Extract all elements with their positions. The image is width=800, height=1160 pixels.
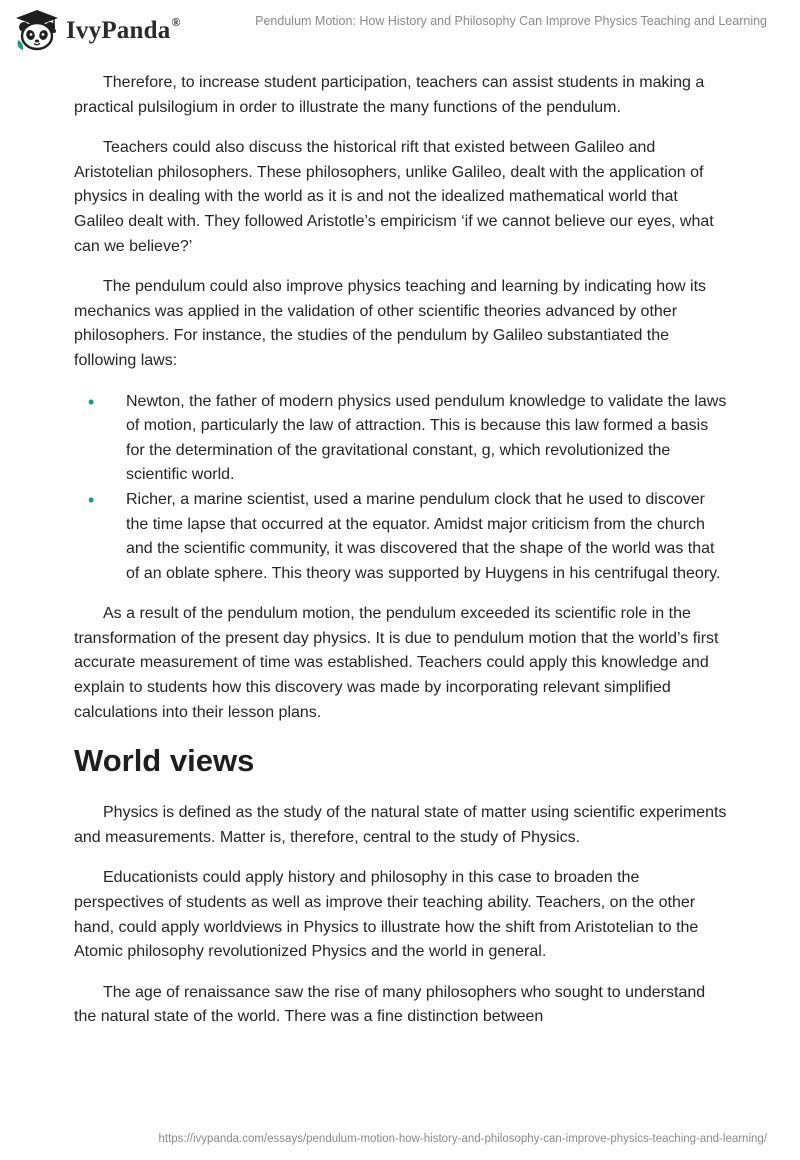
- ivypanda-logo[interactable]: [14, 8, 181, 52]
- list-item: [74, 488, 730, 586]
- logo-wordmark: IvyPanda®: [66, 15, 181, 44]
- bullet-icon: •: [88, 489, 95, 510]
- page-header: [0, 0, 800, 60]
- laws-list: [74, 390, 730, 587]
- section-heading: World views: [74, 743, 255, 779]
- bullet-icon: •: [88, 391, 95, 412]
- list-item-text: Richer, a marine scientist, used a marine pendulum clock that he used to discover the time lapse that occurred at the equator. Amidst major criticism from the church and the scientific community, it was discovered that the shape of the world was that of an oblate sphere. This theory was supported by Huygens in his centrifugal theory.: [126, 490, 721, 582]
- paragraph-7: The age of renaissance saw the rise of many philosophers who sought to understand the natural state of the world. There was a fine distinction between: [74, 983, 706, 1026]
- paragraph-3: The pendulum could also improve physics teaching and learning by indicating how its mechanics was applied in the validation of other scientific theories advanced by other philosophers. For instance, the studies of the pendulum by Galileo substantiated the following laws:: [74, 278, 707, 369]
- paragraph-6: Educationists could apply history and philosophy in this case to broaden the perspectives of students as well as improve their teaching ability. Teachers, on the other hand, could apply worldviews in Physics to illustrate how the shift from Aristotelian to the Atomic philosophy revolutionized Physics and the world in general.: [74, 869, 699, 961]
- source-url-link[interactable]: https://ivypanda.com/essays/pendulum-motion-how-history-and-philosophy-can-improve-physics-teaching-and-learning/: [158, 1133, 767, 1145]
- list-item-text: Newton, the father of modern physics used pendulum knowledge to validate the laws of motion, particularly the law of attraction. This is because this law formed a basis for the determination of the gravitational constant, g, which revolutionized the scientific world.: [126, 392, 727, 484]
- document-title: Pendulum Motion: How History and Philosophy Can Improve Physics Teaching and Learning: [255, 14, 767, 28]
- paragraph-5: Physics is defined as the study of the natural state of matter using scientific experiments and measurements. Matter is, therefore, central to the study of Physics.: [74, 804, 727, 846]
- panda-graduate-icon: [14, 8, 60, 52]
- essay-body: [74, 71, 730, 1046]
- list-item: [74, 390, 730, 488]
- paragraph-4: As a result of the pendulum motion, the pendulum exceeded its scientific role in the transformation of the present day physics. It is due to pendulum motion that the world’s first accurate measurement of time was established. Teachers could apply this knowledge and explain to students how this discovery was made by incorporating relevant simplified calculations into their lesson plans.: [74, 605, 719, 721]
- paragraph-1: Therefore, to increase student participation, teachers can assist students in making a practical pulsilogium in order to illustrate the many functions of the pendulum.: [74, 74, 705, 116]
- paragraph-2: Teachers could also discuss the historical rift that existed between Galileo and Aristotelian philosophers. These philosophers, unlike Galileo, dealt with the application of physics in dealing with the world as it is and not the idealized mathematical world that Galileo dealt with. They followed Aristotle’s empiricism ‘if we cannot believe our eyes, what can we believe?’: [74, 139, 714, 255]
- registered-mark: ®: [171, 15, 181, 29]
